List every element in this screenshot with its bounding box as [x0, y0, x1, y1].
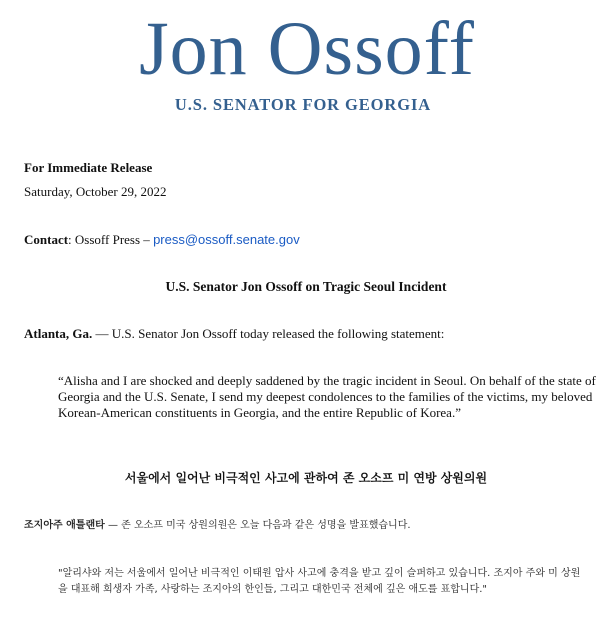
korean-quote	[58, 566, 598, 598]
korean-dateline-text: — 존 오소프 미국 상원의원은 오늘 다음과 같은 성명을 발표했습니다.	[104, 520, 411, 531]
korean-quote-line: "알리샤와 저는 서울에서 일어난 비극적인 이태원 압사 사고에 충격을 받고 깊이 슬퍼하고 있습니다. 조지아 주와 미 상원	[58, 568, 581, 579]
quote-line: Korean-American constituents in Georgia, and the entire Republic of Korea.”	[58, 405, 461, 420]
release-date: Saturday, October 29, 2022	[24, 184, 167, 199]
logo-name: Jon Ossoff	[139, 7, 475, 91]
english-quote	[58, 373, 596, 421]
logo-subtitle: U.S. SENATOR FOR GEORGIA	[174, 95, 432, 114]
dateline-place: Atlanta, Ga.	[24, 326, 93, 341]
release-label: For Immediate Release	[24, 160, 153, 175]
korean-dateline	[24, 519, 411, 533]
senator-logo	[0, 0, 612, 125]
english-dateline	[24, 326, 444, 342]
korean-quote-line: 을 대표해 희생자 가족, 사랑하는 조지아의 한인들, 그리고 대한민국 전체에 깊은 애도를 표합니다."	[58, 584, 488, 595]
contact-line	[24, 232, 300, 248]
contact-label: Contact	[24, 232, 69, 247]
contact-separator: :	[68, 232, 72, 247]
contact-email-link[interactable]: press@ossoff.senate.gov	[153, 232, 300, 247]
korean-dateline-place: 조지아주 애틀랜타	[24, 520, 105, 531]
quote-line: “Alisha and I are shocked and deeply saddened by the tragic incident in Seoul. On behalf of the state of	[58, 373, 596, 388]
korean-headline: 서울에서 일어난 비극적인 사고에 관하여 존 오소프 미 연방 상원의원	[124, 471, 488, 485]
contact-name: Ossoff Press –	[71, 232, 154, 247]
quote-line: Georgia and the U.S. Senate, I send my deepest condolences to the families of the victims, my beloved	[58, 389, 593, 404]
english-headline: U.S. Senator Jon Ossoff on Tragic Seoul Incident	[165, 279, 447, 294]
dateline-text: — U.S. Senator Jon Ossoff today released the following statement:	[92, 326, 445, 341]
